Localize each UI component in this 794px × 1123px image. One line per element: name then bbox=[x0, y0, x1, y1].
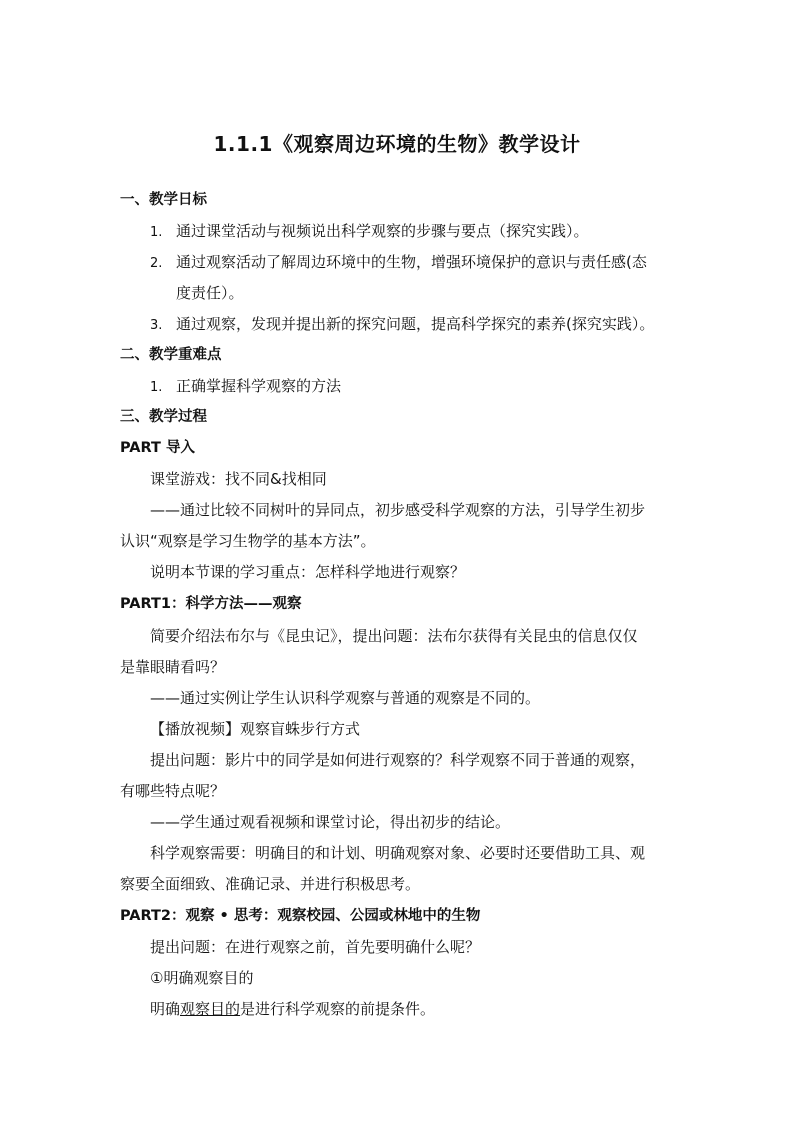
part-heading-intro: PART 导入 bbox=[120, 440, 195, 456]
goal-item-3 bbox=[150, 314, 654, 336]
paragraph: ——通过实例让学生认识科学观察与普通的观察是不同的。 bbox=[150, 689, 541, 707]
list-number: 2. bbox=[150, 256, 163, 271]
paragraph: 课堂游戏：找不同&找相同 bbox=[150, 470, 327, 488]
paragraph bbox=[150, 999, 435, 1019]
list-number: 3. bbox=[150, 318, 163, 333]
paragraph-continuation: 认识“观察是学习生物学的基本方法”。 bbox=[120, 532, 376, 550]
list-text: 通过观察，发现并提出新的探究问题，提高科学探究的素养(探究实践）。 bbox=[176, 315, 655, 333]
paragraph: 科学观察需要：明确目的和计划、明确观察对象、必要时还要借助工具、观 bbox=[150, 844, 646, 862]
paragraph: 提出问题：影片中的同学是如何进行观察的？科学观察不同于普通的观察， bbox=[150, 751, 646, 769]
paragraph: ①明确观察目的 bbox=[150, 969, 254, 987]
keypoint-item-1 bbox=[150, 376, 341, 398]
paragraph: 说明本节课的学习重点：怎样科学地进行观察？ bbox=[150, 563, 466, 581]
goal-item-2 bbox=[150, 252, 647, 274]
goal-item-2-continuation: 度责任）。 bbox=[176, 284, 244, 302]
paragraph: 提出问题：在进行观察之前，首先要明确什么呢？ bbox=[150, 938, 481, 956]
list-text: 通过课堂活动与视频说出科学观察的步骤与要点（探究实践）。 bbox=[176, 222, 589, 240]
part-heading-1: PART1：科学方法——观察 bbox=[120, 596, 302, 612]
paragraph-continuation: 是靠眼睛看吗？ bbox=[120, 658, 226, 676]
list-number: 1. bbox=[150, 380, 163, 395]
section-heading-goals: 一、教学日标 bbox=[120, 192, 207, 208]
part-heading-2: PART2：观察 • 思考：观察校园、公园或林地中的生物 bbox=[120, 908, 481, 924]
list-number: 1. bbox=[150, 225, 163, 240]
text-segment: 明确 bbox=[150, 1000, 181, 1018]
paragraph: 简要介绍法布尔与《昆虫记》，提出问题：法布尔获得有关昆虫的信息仅仅 bbox=[150, 627, 638, 645]
paragraph: ——学生通过观看视频和课堂讨论，得出初步的结论。 bbox=[150, 813, 511, 831]
text-segment: 是进行科学观察的前提条件。 bbox=[240, 1000, 436, 1018]
underlined-term: 观察目的 bbox=[180, 1000, 241, 1018]
paragraph-continuation: 察要全面细致、准确记录、并进行积极思考。 bbox=[120, 875, 421, 893]
list-text: 通过观察活动了解周边环境中的生物，增强环境保护的意识与责任感(态 bbox=[176, 253, 647, 271]
document-title: 1.1.1《观察周边环境的生物》教学设计 bbox=[213, 132, 581, 156]
section-heading-keypoints: 二、教学重难点 bbox=[120, 347, 222, 363]
goal-item-1 bbox=[150, 221, 589, 243]
paragraph-continuation: 有哪些特点呢？ bbox=[120, 782, 226, 800]
list-text: 正确掌握科学观察的方法 bbox=[176, 377, 342, 395]
paragraph: ——通过比较不同树叶的异同点，初步感受科学观察的方法，引导学生初步 bbox=[150, 501, 646, 519]
paragraph: 【播放视频】观察盲蛛步行方式 bbox=[150, 720, 361, 738]
section-heading-process: 三、教学过程 bbox=[120, 409, 207, 425]
